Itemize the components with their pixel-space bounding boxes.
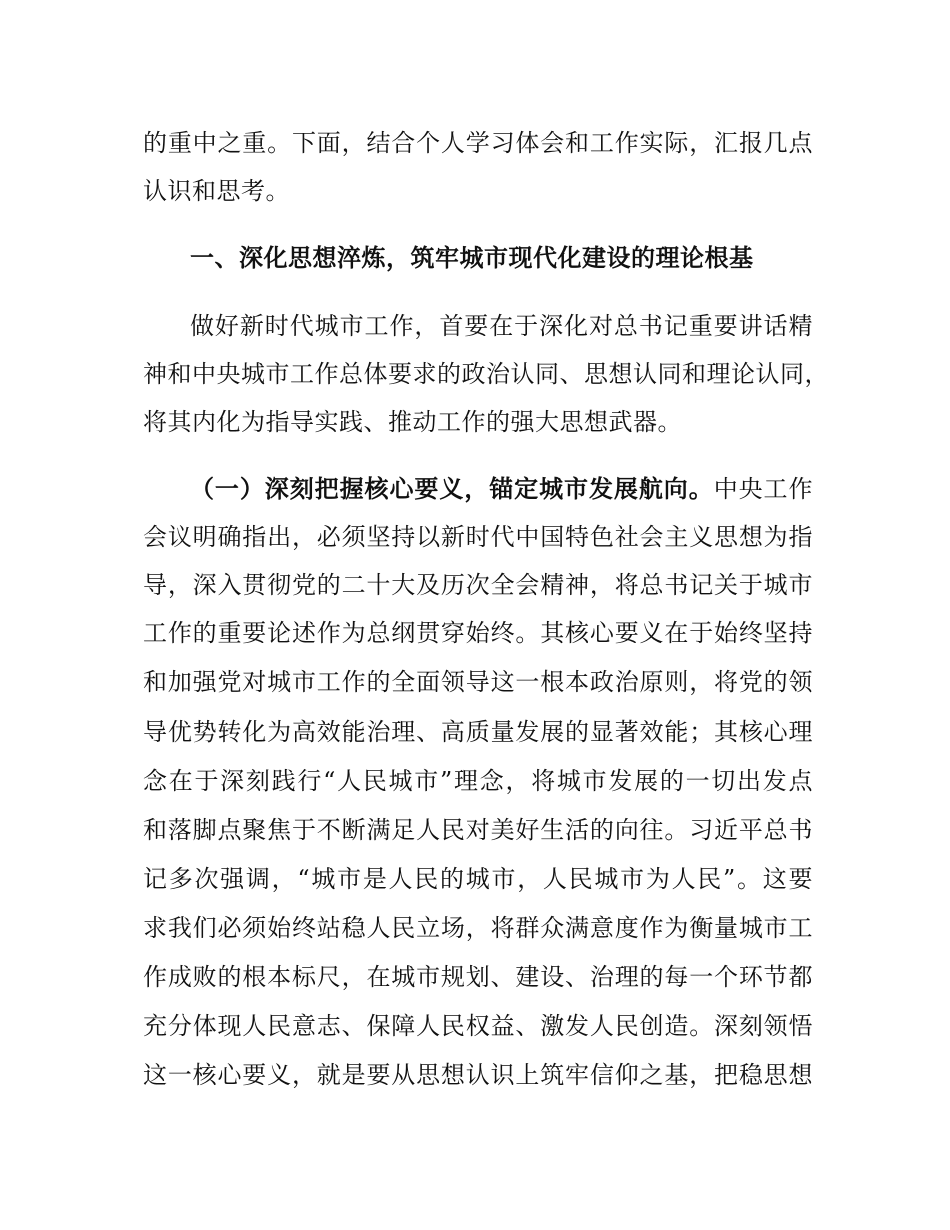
subsection-1-line-10: 求我们必须始终站稳人民立场，将群众满意度作为衡量城市工 xyxy=(143,914,813,942)
section-1-heading: 一、深化思想淬炼，筑牢城市现代化建设的理论根基 xyxy=(190,244,754,272)
subsection-1-line-7: 念在于深刻践行“人民城市”理念，将城市发展的一切出发点 xyxy=(143,767,813,795)
subsection-1-line-9: 记多次强调，“城市是人民的城市，人民城市为人民”。这要 xyxy=(143,865,813,893)
subsection-1-first-line xyxy=(190,474,813,504)
intro-line-1: 的重中之重。下面，结合个人学习体会和工作实际，汇报几点 xyxy=(143,129,813,157)
subsection-1-first-line-rest: 中央工作 xyxy=(713,475,813,503)
subsection-1-line-13: 这一核心要义，就是要从思想认识上筑牢信仰之基，把稳思想 xyxy=(143,1061,813,1089)
subsection-1-line-4: 工作的重要论述作为总纲贯穿始终。其核心要义在于始终坚持 xyxy=(143,619,813,647)
section-1-line-2: 神和中央城市工作总体要求的政治认同、思想认同和理论认同， xyxy=(143,360,829,388)
subsection-1-line-5: 和加强党对城市工作的全面领导这一根本政治原则，将党的领 xyxy=(143,668,813,696)
subsection-1-line-2: 会议明确指出，必须坚持以新时代中国特色社会主义思想为指 xyxy=(143,523,813,551)
subsection-1-line-8: 和落脚点聚焦于不断满足人民对美好生活的向往。习近平总书 xyxy=(143,816,813,844)
subsection-1-line-3: 导，深入贯彻党的二十大及历次全会精神，将总书记关于城市 xyxy=(143,571,813,599)
subsection-1-line-12: 充分体现人民意志、保障人民权益、激发人民创造。深刻领悟 xyxy=(143,1012,813,1040)
subsection-1-line-11: 作成败的根本标尺，在城市规划、建设、治理的每一个环节都 xyxy=(143,963,813,991)
subsection-1-title: （一）深刻把握核心要义，锚定城市发展航向。 xyxy=(190,475,714,503)
subsection-1-line-6: 导优势转化为高效能治理、高质量发展的显著效能；其核心理 xyxy=(143,718,813,746)
intro-line-2: 认识和思考。 xyxy=(143,177,290,205)
section-1-line-3: 将其内化为指导实践、推动工作的强大思想武器。 xyxy=(143,408,682,436)
section-1-line-1: 做好新时代城市工作，首要在于深化对总书记重要讲话精 xyxy=(190,312,813,340)
